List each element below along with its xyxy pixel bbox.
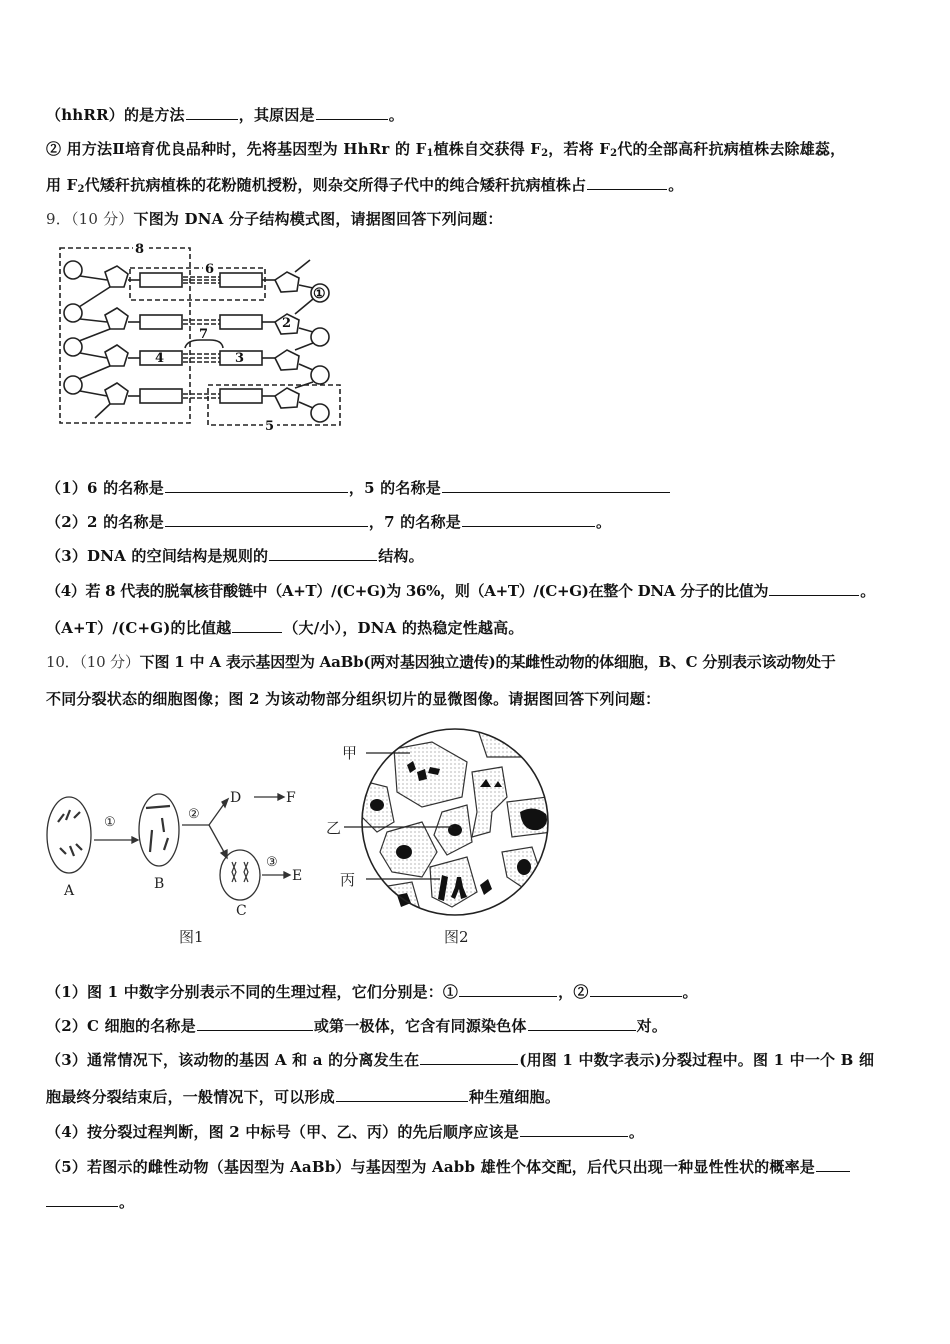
figure1-cell-division-diagram [44, 780, 314, 950]
text: （4）若 8 代表的脱氧核苷酸链中（A+T）/(C+G)为 36%，则（A+T）/(C+G)在整个 DNA 分子的比值为 [46, 582, 769, 600]
answer-blank[interactable] [459, 982, 557, 997]
q8-line3 [46, 174, 683, 195]
answer-blank[interactable] [442, 478, 670, 493]
question-stem: 下图 1 中 A 表示基因型为 AaBb(两对基因独立遗传)的某雌性动物的体细胞，B、C 分别表示该动物处于 [139, 653, 836, 671]
text: ，若将 F [548, 140, 611, 158]
text: （2）2 的名称是 [46, 513, 164, 531]
text: 种生殖细胞。 [468, 1088, 561, 1106]
answer-blank[interactable] [816, 1157, 850, 1172]
q10-stem-line2 [46, 688, 660, 709]
text: 。 [668, 176, 684, 194]
text: 。 [682, 983, 698, 1001]
svg-text:乙: 乙 [326, 819, 342, 837]
svg-text:E: E [292, 868, 303, 884]
text: （3）DNA 的空间结构是规则的 [46, 547, 269, 565]
text: 用 F [46, 176, 78, 194]
subscript: 2 [541, 148, 549, 159]
q10-sub1 [46, 981, 698, 1002]
text: (用图 1 中数字表示)分裂过程中。图 1 中一个 B 细 [519, 1051, 875, 1069]
text: ，7 的名称是 [368, 513, 461, 531]
q9-stem [46, 208, 503, 229]
q9-sub4 [46, 580, 875, 601]
subscript: 2 [610, 148, 618, 159]
svg-text:③: ③ [266, 855, 278, 870]
text: 。 [628, 1123, 645, 1141]
text: 结构。 [378, 547, 424, 565]
svg-text:D: D [230, 790, 242, 806]
text: 。 [860, 582, 875, 600]
svg-text:丙: 丙 [340, 871, 356, 889]
text: （1）6 的名称是 [46, 479, 164, 497]
svg-text:C: C [236, 903, 247, 919]
text: 。 [119, 1193, 135, 1211]
text: 或第一极体，它含有同源染色体 [313, 1017, 527, 1035]
answer-blank[interactable] [590, 982, 682, 997]
text: 代的全部高秆抗病植株去除雄蕊， [617, 140, 846, 158]
svg-text:2: 2 [282, 316, 292, 331]
q10-sub3b [46, 1086, 560, 1107]
q10-sub3 [46, 1049, 874, 1070]
question-stem: 下图为 DNA 分子结构模式图，请据图回答下列问题： [133, 210, 503, 228]
question-score: （10 分） [79, 653, 140, 671]
q9-sub2 [46, 511, 611, 532]
question-number: 10． [46, 653, 80, 671]
question-score: （10 分） [70, 210, 134, 228]
text: 对。 [636, 1017, 668, 1035]
label-8: 8 [135, 242, 145, 257]
answer-blank[interactable] [165, 512, 368, 527]
svg-text:①: ① [313, 286, 326, 302]
text: 胞最终分裂结束后，一般情况下，可以形成 [46, 1088, 335, 1106]
answer-blank[interactable] [528, 1016, 636, 1031]
text: 植株自交获得 F [433, 140, 542, 158]
svg-text:甲: 甲 [342, 744, 358, 762]
answer-blank-continued[interactable] [46, 1192, 118, 1207]
q9-sub1 [46, 477, 671, 498]
answer-blank[interactable] [232, 618, 282, 633]
answer-blank[interactable] [197, 1016, 313, 1031]
svg-text:6: 6 [205, 262, 215, 277]
svg-text:图1: 图1 [179, 928, 204, 946]
answer-blank[interactable] [336, 1087, 468, 1102]
text: ，5 的名称是 [348, 479, 441, 497]
q9-sub3 [46, 545, 424, 566]
subscript: 2 [77, 184, 85, 195]
svg-text:F: F [286, 790, 296, 806]
svg-text:①: ① [104, 815, 116, 830]
q10-sub2 [46, 1015, 667, 1036]
figure2-microscope-image [322, 727, 554, 947]
answer-blank[interactable] [269, 546, 377, 561]
text: （3）通常情况下，该动物的基因 A 和 a 的分离发生在 [46, 1051, 420, 1069]
text: ② 用方法Ⅱ培育优良品种时，先将基因型为 HhRr 的 F [46, 140, 427, 158]
subscript: 1 [426, 148, 434, 159]
svg-text:4: 4 [155, 351, 165, 366]
question-stem: 不同分裂状态的细胞图像；图 2 为该动物部分组织切片的显微图像。请据图回答下列问题： [46, 690, 661, 708]
svg-text:B: B [154, 876, 165, 892]
answer-blank[interactable] [769, 581, 859, 596]
answer-blank[interactable] [420, 1050, 518, 1065]
svg-text:7: 7 [199, 327, 209, 342]
text: ，② [558, 983, 589, 1001]
text: （1）图 1 中数字分别表示不同的生理过程，它们分别是：① [46, 983, 459, 1001]
answer-blank[interactable] [462, 512, 595, 527]
dna-structure-diagram [55, 240, 345, 430]
q10-sub5b [46, 1191, 134, 1212]
text: ，其原因是 [238, 106, 315, 124]
text: （大/小），DNA 的热稳定性越高。 [283, 619, 524, 637]
text: 。 [388, 106, 404, 124]
answer-blank[interactable] [520, 1122, 628, 1137]
q8-line1 [46, 104, 404, 125]
text: （2）C 细胞的名称是 [46, 1017, 196, 1035]
answer-blank[interactable] [186, 105, 238, 120]
svg-text:图2: 图2 [444, 928, 469, 946]
text: 代矮秆抗病植株的花粉随机授粉，则杂交所得子代中的纯合矮秆抗病植株占 [84, 176, 587, 194]
svg-text:5: 5 [265, 419, 275, 430]
svg-text:②: ② [188, 807, 200, 822]
text: （5）若图示的雌性动物（基因型为 AaBb）与基因型为 Aabb 雄性个体交配，后代只出现一种显性性状的概率是 [46, 1158, 815, 1176]
text: （A+T）/(C+G)的比值越 [46, 619, 232, 637]
question-number: 9． [46, 210, 71, 228]
q10-stem-line1 [46, 651, 836, 672]
text: （4）按分裂过程判断，图 2 中标号（甲、乙、丙）的先后顺序应该是 [46, 1123, 519, 1141]
svg-text:3: 3 [235, 351, 245, 366]
answer-blank[interactable] [316, 105, 388, 120]
q9-sub4b [46, 617, 524, 638]
answer-blank[interactable] [165, 478, 348, 493]
q10-sub5 [46, 1156, 851, 1177]
text: 。 [595, 513, 612, 531]
text: （hhRR）的是方法 [46, 106, 185, 124]
q10-sub4 [46, 1121, 644, 1142]
svg-text:A: A [64, 883, 75, 899]
answer-blank[interactable] [587, 175, 667, 190]
q8-line2 [46, 138, 845, 159]
